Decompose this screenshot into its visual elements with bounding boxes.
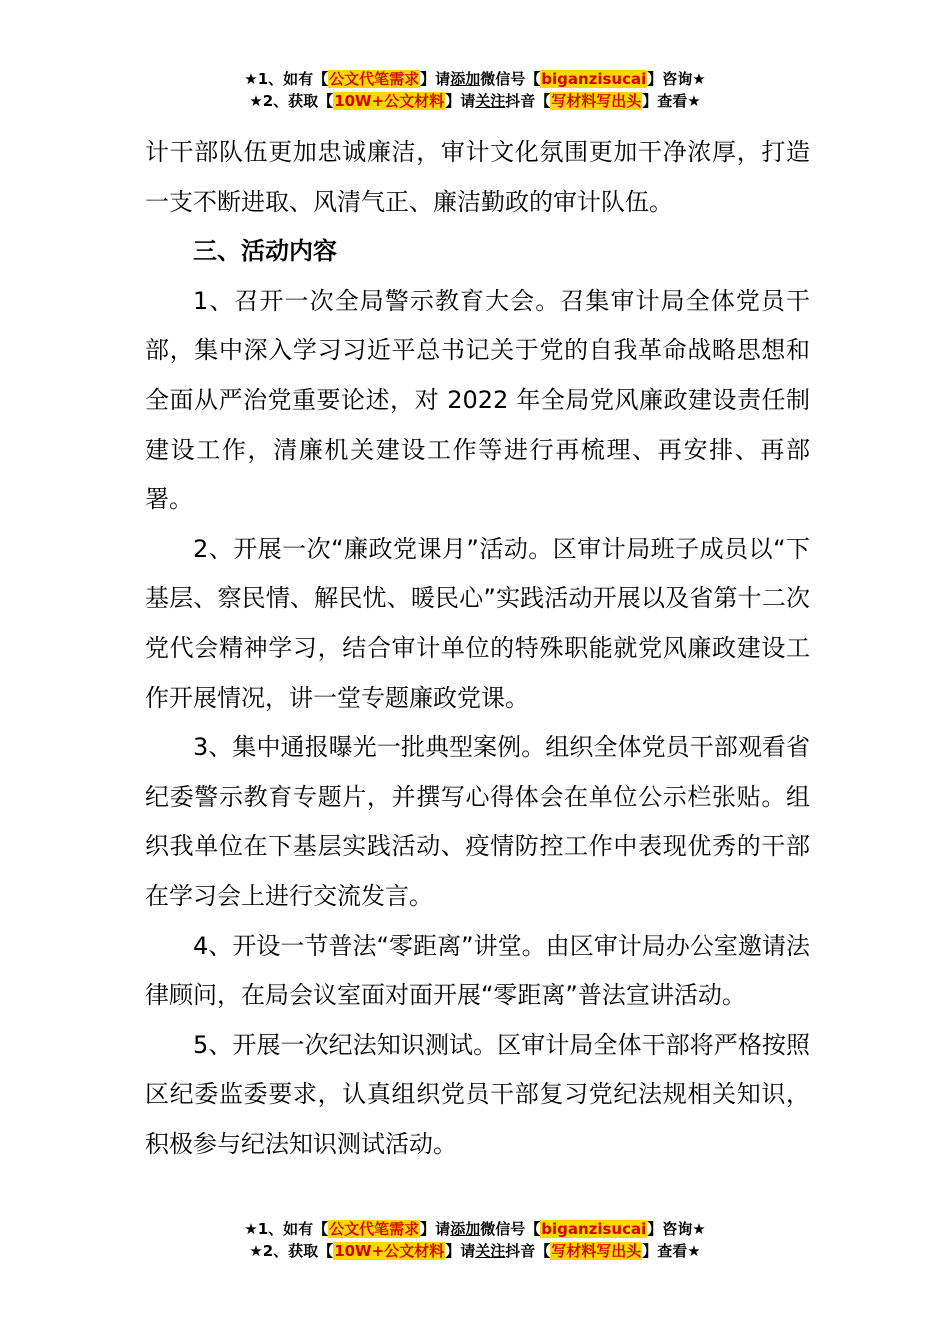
banner-text: 微信号【 — [480, 70, 541, 88]
banner-highlight: 公文代笔需求 — [329, 1220, 420, 1238]
banner-text: 】请 — [445, 1242, 476, 1260]
banner-line-1 — [0, 1218, 950, 1240]
banner-text: ★2、获取【 — [249, 1242, 334, 1260]
banner-highlight: 10W+公文材料 — [334, 92, 445, 110]
banner-text: 】请 — [420, 70, 451, 88]
header-banner — [0, 68, 950, 112]
banner-underline: 添加 — [450, 70, 481, 88]
banner-underline: 关注 — [475, 1242, 506, 1260]
paragraph-continuation: 计干部队伍更加忠诚廉洁，审计文化氛围更加干净浓厚，打造一支不断进取、风清气正、廉洁勤政的审计队伍。 — [145, 138, 810, 216]
banner-text: ★1、如有【 — [244, 1220, 329, 1238]
section-heading: 三、活动内容 — [193, 237, 337, 266]
banner-line-1 — [0, 68, 950, 90]
paragraph-item-3: 3、集中通报曝光一批典型案例。组织全体党员干部观看省纪委警示教育专题片，并撰写心得体会在单位公示栏张贴。组织我单位在下基层实践活动、疫情防控工作中表现优秀的干部在学习会上进行交流发言。 — [145, 733, 810, 910]
banner-text: ★1、如有【 — [244, 70, 329, 88]
banner-highlight: 写材料写出头 — [551, 1242, 642, 1260]
banner-highlight: biganzisucai — [541, 70, 647, 88]
banner-underline: 关注 — [475, 92, 506, 110]
banner-text: 】查看★ — [642, 1242, 701, 1260]
paragraph-item-2: 2、开展一次“廉政党课月”活动。区审计局班子成员以“下基层、察民情、解民忧、暖民心”实践活动开展以及省第十二次党代会精神学习，结合审计单位的特殊职能就党风廉政建设工作开展情况，讲一堂专题廉政党课。 — [145, 534, 810, 712]
paragraph-item-4: 4、开设一节普法“零距离”讲堂。由区审计局办公室邀请法律顾问，在局会议室面对面开展“零距离”普法宣讲活动。 — [145, 931, 810, 1010]
banner-text: 】咨询★ — [647, 70, 706, 88]
banner-text: 抖音【 — [505, 1242, 551, 1260]
banner-text: ★2、获取【 — [249, 92, 334, 110]
banner-text: 】请 — [445, 92, 476, 110]
banner-highlight: 写材料写出头 — [551, 92, 642, 110]
banner-text: 微信号【 — [480, 1220, 541, 1238]
banner-text: 抖音【 — [505, 92, 551, 110]
banner-line-2 — [0, 1240, 950, 1262]
banner-highlight: 公文代笔需求 — [329, 70, 420, 88]
footer-banner — [0, 1218, 950, 1262]
banner-highlight: biganzisucai — [541, 1220, 647, 1238]
document-body — [145, 128, 810, 1169]
banner-line-2 — [0, 90, 950, 112]
paragraph-item-5: 5、开展一次纪法知识测试。区审计局全体干部将严格按照区纪委监委要求，认真组织党员干部复习党纪法规相关知识，积极参与纪法知识测试活动。 — [145, 1030, 810, 1158]
banner-highlight: 10W+公文材料 — [334, 1242, 445, 1260]
banner-underline: 添加 — [450, 1220, 481, 1238]
paragraph-item-1: 1、召开一次全局警示教育大会。召集审计局全体党员干部，集中深入学习习近平总书记关于党的自我革命战略思想和全面从严治党重要论述，对 2022 年全局党风廉政建设责任制建设工作，清廉机关建设工作等进行再梳理、再安排、再部署。 — [145, 286, 810, 514]
banner-text: 】咨询★ — [647, 1220, 706, 1238]
banner-text: 】请 — [420, 1220, 451, 1238]
banner-text: 】查看★ — [642, 92, 701, 110]
